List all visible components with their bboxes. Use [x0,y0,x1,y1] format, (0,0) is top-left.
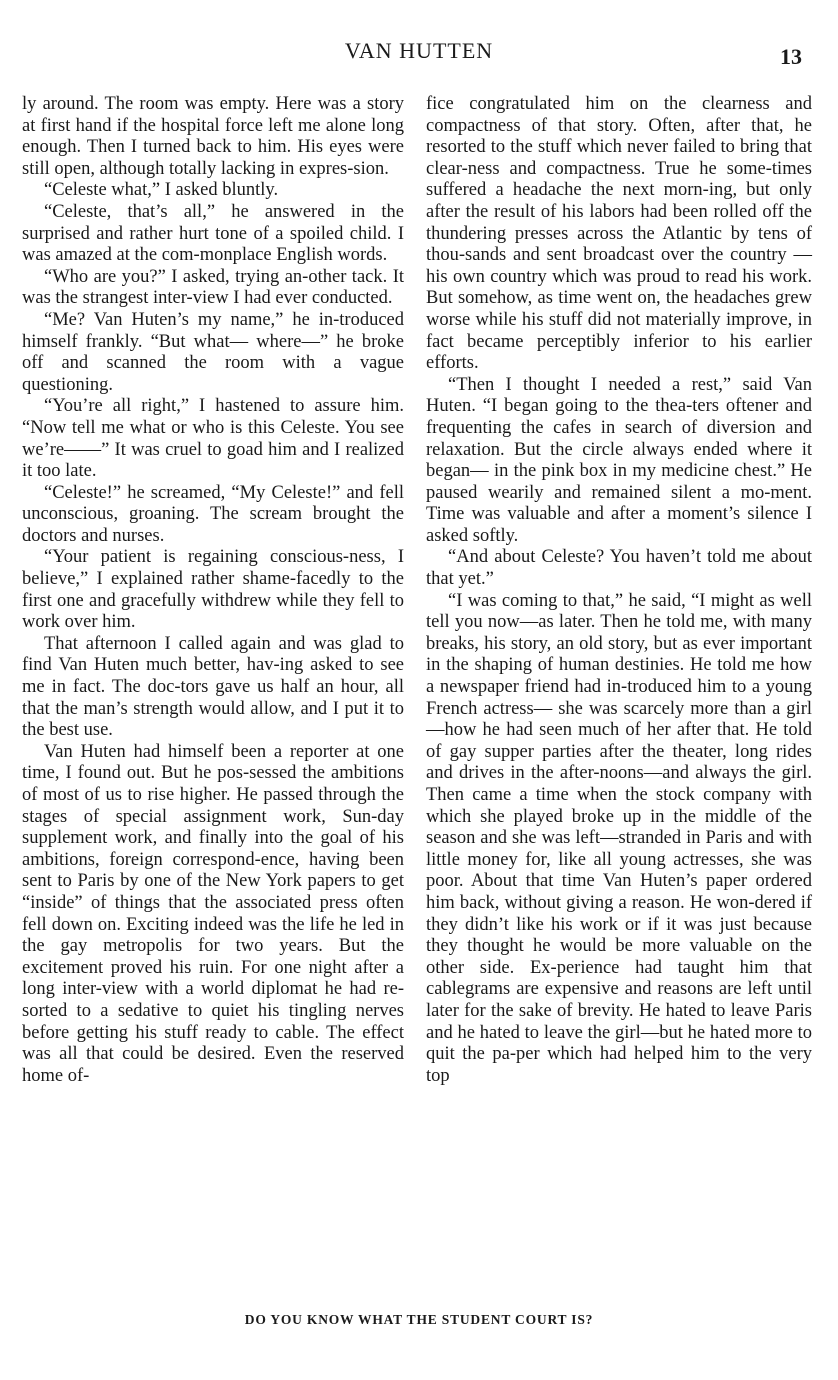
paragraph: “Celeste!” he screamed, “My Celeste!” and fell unconscious, groaning. The scream brought the doctors and nurses. [22,482,404,546]
right-column [426,94,812,1087]
page-footer: DO YOU KNOW WHAT THE STUDENT COURT IS? [244,1312,594,1327]
paragraph: “And about Celeste? You haven’t told me about that yet.” [426,547,812,590]
paragraph: “Celeste, that’s all,” he answered in the surprised and rather hurt tone of a spoiled child. I was amazed at the com-monplace English words. [22,201,404,266]
page-number: 13 [780,44,802,69]
paragraph: “Then I thought I needed a rest,” said Van Huten. “I began going to the thea-ters oftener and frequenting the cafes in search of diversion and relaxation. But the circle always ended where it began— in the pink box in my medicine chest.” He paused wearily and remained silent a mo-ment. Time was valuable and after a moment’s silence I asked softly. [426,374,812,546]
paragraph: Van Huten had himself been a reporter at one time, I found out. But he pos-sessed the ambitions of most of us to rise higher. He passed through the stages of special assignment work, Sun-day supplement work, and finally into the goal of his ambitions, foreign correspond-ence, having been sent to Paris by one of the New York papers to get “inside” of things that the associated press often fell down on. Exciting indeed was the life he led in the gay metropolis for two years. But the excitement proved his ruin. For one night after a long inter-view with a world diplomat he had re-sorted to a sedative to quiet his tingling nerves before getting his stuff ready to cable. The effect was all that could be desired. Even the reserved home of- [22,741,404,1086]
paragraph: “Your patient is regaining conscious-ness, I believe,” I explained rather shame-facedly to the first one and gracefully withdrew while they fell to work over him. [22,547,404,633]
paragraph: “You’re all right,” I hastened to assure him. “Now tell me what or who is this Celeste. You see we’re——” It was cruel to goad him and I realized it too late. [22,396,404,482]
paragraph: fice congratulated him on the clearness and compactness of that story. Often, after that, he resorted to the stuff which never failed to bring that clear-ness and compactness. True he some-times suffered a headache the next morn-ing, but only after the result of his labors had been rolled off the thundering presses across the Atlantic by tens of thou-sands and sent broadcast over the country —his own country which was proud to read his work. But somehow, as time went on, the headaches grew worse while his stuff did not materially improve, in fact became perceptibly inferior to his earlier efforts. [426,94,812,374]
paragraph: “Who are you?” I asked, trying an-other tack. It was the strangest inter-view I had ever conducted. [22,266,404,309]
paragraph: “I was coming to that,” he said, “I might as well tell you now—as later. Then he told me, with many breaks, his story, an old story, but as ever important in the shaping of human destinies. He told me how a newspaper friend had in-troduced him to a young French actress— she was scarcely more than a girl—how he had seen much of her after that. He told of gay supper parties after the theater, long rides and drives in the after-noons—and always the girl. Then came a time when the stock company with which she played broke up in the middle of the season and she was left—stranded in Paris and with little money for, like all young actresses, she was poor. About that time Van Huten’s paper ordered him back, without giving a reason. He won-dered if they didn’t like his work or if it was just because they thought he would be more valuable on the other side. Ex-perience had taught him that cablegrams are expensive and reasons are left until later for the sake of brevity. He hated to leave Paris and he hated to leave the girl—but he hated more to quit the pa-per which had helped him to the very top [426,590,812,1086]
paragraph: That afternoon I called again and was glad to find Van Huten much better, hav-ing asked to see me in fact. The doc-tors gave us half an hour, all that the man’s strength would allow, and I put it to the best use. [22,633,404,741]
paragraph: “Celeste what,” I asked bluntly. [44,180,279,201]
paragraph: ly around. The room was empty. Here was a story at first hand if the hospital force left me alone long enough. Then I turned back to him. His eyes were still open, although totally lacking in expres-sion. [22,94,404,179]
paragraph: “Me? Van Huten’s my name,” he in-troduced himself frankly. “But what— where—” he broke off and scanned the room with a vague questioning. [22,309,404,395]
running-title: VAN HUTTEN [344,38,494,63]
left-column [22,94,404,1087]
